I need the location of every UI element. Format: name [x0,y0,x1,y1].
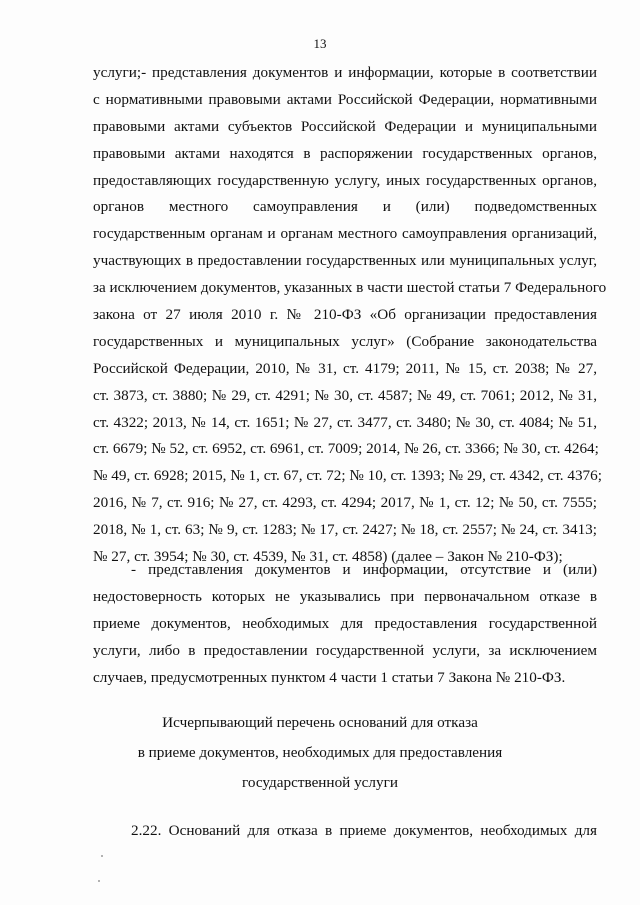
text-line: услуги, либо в предоставлении государственной услуги, за исключением [93,641,597,659]
paragraph-2-22 [93,818,597,845]
text-line: услуги;- представления документов и информации, которые в соответствии [93,64,597,81]
text-line: за исключением документов, указанных в части шестой статьи 7 Федерального [93,279,607,297]
scan-speck [98,880,100,882]
text-line: № 27, ст. 3954; № 30, ст. 4539, № 31, ст. 4858) (далее – Закон № 210-ФЗ); [93,548,563,566]
heading-line: Исчерпывающий перечень оснований для отказа [162,714,478,731]
text-line: участвующих в предоставлении государственных или муниципальных услуг, [93,252,597,270]
text-line: - представления документов и информации, отсутствие и (или) [131,561,597,578]
text-line: 2.22. Оснований для отказа в приеме документов, необходимых для [131,822,597,839]
text-line: с нормативными правовыми актами Российской Федерации, нормативными [93,90,597,108]
text-line: предоставляющих государственную услугу, иных государственных органов, [93,171,597,189]
text-line: органов местного самоуправления и (или) подведомственных [93,198,597,216]
text-line: № 49, ст. 6928; 2015, № 1, ст. 67, ст. 72; № 10, ст. 1393; № 29, ст. 4342, ст. 4376; [93,467,602,485]
text-line: государственным органам и органам местного самоуправления организаций, [93,225,597,243]
text-line: 2016, № 7, ст. 916; № 27, ст. 4293, ст. 4294; 2017, № 1, ст. 12; № 50, ст. 7555; [93,494,597,512]
text-line: ст. 3873, ст. 3880; № 29, ст. 4291; № 30, ст. 4587; № 49, ст. 7061; 2012, № 31, [93,386,597,404]
scan-speck [101,855,103,857]
text-line: правовыми актами находятся в распоряжении государственных органов, [93,144,597,162]
heading-line: в приеме документов, необходимых для предоставления [137,744,503,761]
text-line: Российской Федерации, 2010, № 31, ст. 4179; 2011, № 15, ст. 2038; № 27, [93,359,597,377]
text-line: правовыми актами субъектов Российской Федерации и муниципальными [93,117,597,135]
text-line: приеме документов, необходимых для предоставления государственной [93,614,597,632]
text-line: государственных и муниципальных услуг» (Собрание законодательства [93,332,597,350]
text-line: ст. 6679; № 52, ст. 6952, ст. 6961, ст. 7009; 2014, № 26, ст. 3366; № 30, ст. 4264; [93,440,599,458]
text-line: 2018, № 1, ст. 63; № 9, ст. 1283; № 17, ст. 2427; № 18, ст. 2557; № 24, ст. 3413; [93,521,597,539]
section-heading [0,708,640,798]
heading-line: государственной услуги [242,774,398,791]
paragraph-required-documents [93,60,607,571]
paragraph-unreported-documents [93,557,597,691]
text-line: недостоверность которых не указывались при первоначальном отказе в [93,587,597,605]
text-line: ст. 4322; 2013, № 14, ст. 1651; № 27, ст. 3477, ст. 3480; № 30, ст. 4084; № 51, [93,413,597,431]
text-line: случаев, предусмотренных пунктом 4 части 1 статьи 7 Закона № 210-ФЗ. [93,668,566,686]
text-line: закона от 27 июля 2010 г. № 210-ФЗ «Об организации предоставления [93,306,597,324]
page-number: 13 [313,36,327,51]
